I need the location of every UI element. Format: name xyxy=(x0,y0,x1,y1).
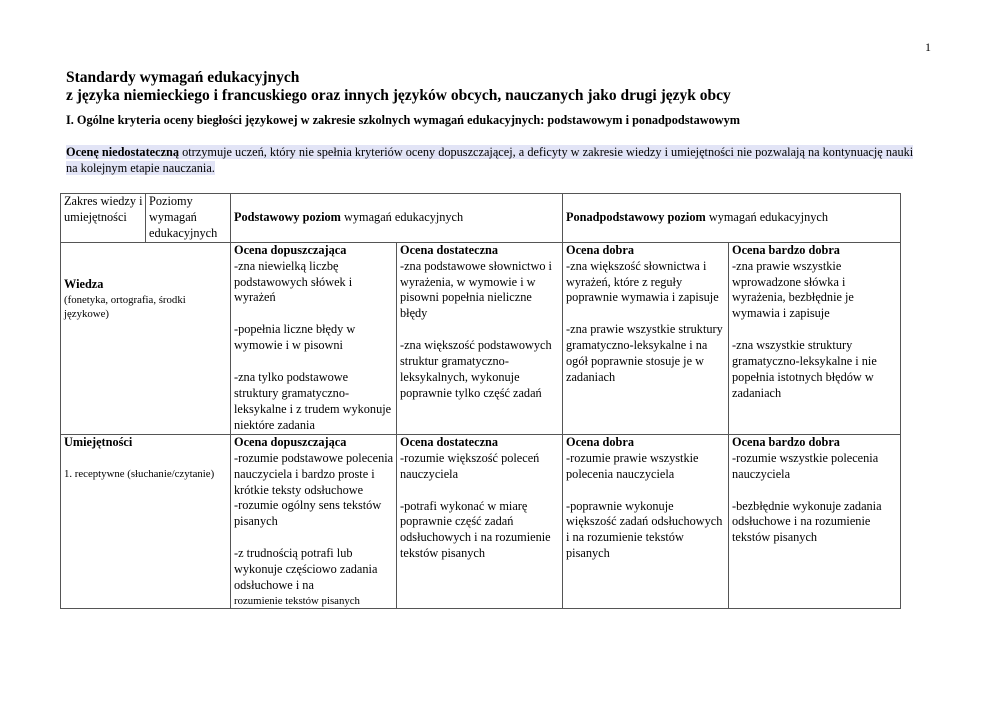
document-title xyxy=(66,69,731,105)
wiedza-dostateczna: Ocena dostateczna -zna podstawowe słownictwo i wyrażenia, w wymowie i w pisowni popełnia nieliczne błędy -zna większość podstawowych struktur gramatyczno-leksykalnych, wykonuje poprawnie tylko część zadań xyxy=(397,242,563,434)
intro-bold: Ocenę niedostateczną xyxy=(66,145,180,159)
header-basic-level: Podstawowy poziom wymagań edukacyjnych xyxy=(231,194,563,243)
wiedza-sublabel: (fonetyka, ortografia, środki językowe) xyxy=(64,293,186,320)
requirements-table xyxy=(60,193,901,609)
umiejetnosci-dobra: Ocena dobra -rozumie prawie wszystkie polecenia nauczyciela -poprawnie wykonuje większość zadań odsłuchowych i na rozumienie tekstów pisanych xyxy=(563,434,729,608)
wiedza-bardzo-dobra: Ocena bardzo dobra -zna prawie wszystkie wprowadzone słówka i wyrażenia, bezbłędnie je wymawia i zapisuje -zna wszystkie struktury gramatyczno-leksykalne i nie popełnia istotnych błędów w zadaniach xyxy=(729,242,901,434)
table-header-row xyxy=(61,194,901,243)
header-advanced-level: Ponadpodstawowy poziom wymagań edukacyjnych xyxy=(563,194,901,243)
wiedza-label: Wiedza xyxy=(64,276,104,291)
wiedza-label-cell xyxy=(61,242,231,434)
title-line-1: Standardy wymagań edukacyjnych xyxy=(66,69,300,86)
table-row xyxy=(61,242,901,434)
intro-paragraph xyxy=(66,144,924,176)
umiejetnosci-label: Umiejętności xyxy=(64,434,133,449)
umiejetnosci-label-cell xyxy=(61,434,231,608)
title-line-2: z języka niemieckiego i francuskiego oraz innych języków obcych, nauczanych jako drugi język obcy xyxy=(66,87,731,104)
page-number: 1 xyxy=(925,40,931,54)
wiedza-dopuszczajaca: Ocena dopuszczająca -zna niewielką liczbę podstawowych słówek i wyrażeń -popełnia liczne błędy w wymowie i w pisowni -zna tylko podstawowe struktury gramatyczno-leksykalne i z trudem wykonuje niektóre zadania xyxy=(231,242,397,434)
section-heading: I. Ogólne kryteria oceny biegłości językowej w zakresie szkolnych wymagań edukacyjnych: podstawowym i ponadpodstawowym xyxy=(66,113,741,127)
table-row xyxy=(61,434,901,608)
header-levels: Poziomy wymagań edukacyjnych xyxy=(146,194,231,243)
header-scope: Zakres wiedzy i umiejętności xyxy=(61,194,146,243)
umiejetnosci-sublabel: 1. receptywne (słuchanie/czytanie) xyxy=(64,467,215,480)
intro-text: otrzymuje uczeń, który nie spełnia kryteriów oceny dopuszczającej, a deficyty w zakresie wiedzy i umiejętności nie pozwalają na kontynuację nauki na kolejnym etapie nauczania. xyxy=(66,145,914,175)
umiejetnosci-dostateczna: Ocena dostateczna -rozumie większość poleceń nauczyciela -potrafi wykonać w miarę poprawnie część zadań odsłuchowych i na rozumienie tekstów pisanych xyxy=(397,434,563,608)
wiedza-dobra: Ocena dobra -zna większość słownictwa i wyrażeń, które z reguły poprawnie wymawia i zapisuje -zna prawie wszystkie struktury gramatyczno-leksykalne i na ogół poprawnie stosuje je w zadaniach xyxy=(563,242,729,434)
umiejetnosci-dopuszczajaca: Ocena dopuszczająca -rozumie podstawowe polecenia nauczyciela i bardzo proste i krótkie teksty odsłuchowe -rozumie ogólny sens tekstów pisanych -z trudnością potrafi lub wykonuje częściowo zadania odsłuchowe i na rozumienie tekstów pisanych xyxy=(231,434,397,608)
umiejetnosci-bardzo-dobra: Ocena bardzo dobra -rozumie wszystkie polecenia nauczyciela -bezbłędnie wykonuje zadania odsłuchowe i na rozumienie tekstów pisanych xyxy=(729,434,901,608)
